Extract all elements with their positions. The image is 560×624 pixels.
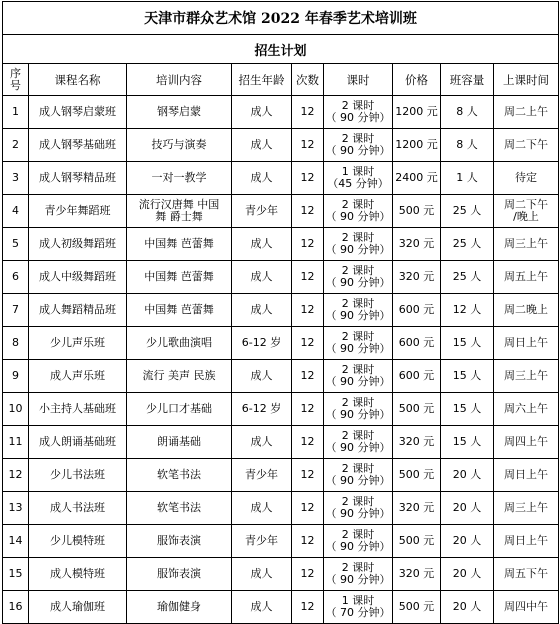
row-content: 钢琴启蒙 <box>127 96 232 129</box>
table-row <box>3 294 559 327</box>
table-row <box>3 393 559 426</box>
row-schedule: 周六上午 <box>494 393 559 426</box>
row-hours: 2 课时 （ 90 分钟） <box>324 294 393 327</box>
row-capacity: 1 人 <box>441 162 494 195</box>
header-hours: 课时 <box>324 64 393 96</box>
row-price: 600 元 <box>393 327 441 360</box>
row-index: 12 <box>3 459 29 492</box>
row-course-name: 成人朗诵基础班 <box>29 426 127 459</box>
row-age: 成人 <box>232 261 292 294</box>
row-content: 少儿口才基础 <box>127 393 232 426</box>
row-price: 500 元 <box>393 591 441 624</box>
table-body <box>3 96 559 624</box>
row-age: 成人 <box>232 492 292 525</box>
row-sessions: 12 <box>292 459 324 492</box>
row-capacity: 15 人 <box>441 327 494 360</box>
row-sessions: 12 <box>292 96 324 129</box>
header-price: 价格 <box>393 64 441 96</box>
row-schedule: 周三上午 <box>494 360 559 393</box>
row-hours: 1 课时 （45 分钟） <box>324 162 393 195</box>
row-index: 2 <box>3 129 29 162</box>
row-price: 1200 元 <box>393 96 441 129</box>
row-index: 8 <box>3 327 29 360</box>
row-price: 320 元 <box>393 228 441 261</box>
row-capacity: 25 人 <box>441 195 494 228</box>
row-schedule: 周二下午 <box>494 129 559 162</box>
row-hours: 2 课时 （ 90 分钟） <box>324 525 393 558</box>
row-course-name: 成人声乐班 <box>29 360 127 393</box>
row-capacity: 20 人 <box>441 459 494 492</box>
table-row <box>3 327 559 360</box>
row-sessions: 12 <box>292 195 324 228</box>
row-index: 1 <box>3 96 29 129</box>
row-index: 6 <box>3 261 29 294</box>
row-price: 600 元 <box>393 294 441 327</box>
row-sessions: 12 <box>292 228 324 261</box>
row-schedule: 周日上午 <box>494 459 559 492</box>
header-sessions: 次数 <box>292 64 324 96</box>
table-row <box>3 558 559 591</box>
header-index: 序 号 <box>3 64 29 96</box>
row-content: 朗诵基础 <box>127 426 232 459</box>
row-capacity: 20 人 <box>441 558 494 591</box>
row-capacity: 8 人 <box>441 129 494 162</box>
row-hours: 1 课时 （ 70 分钟） <box>324 591 393 624</box>
enrollment-table <box>2 1 559 624</box>
row-index: 16 <box>3 591 29 624</box>
table-header-row <box>3 64 559 96</box>
row-course-name: 成人瑜伽班 <box>29 591 127 624</box>
row-age: 成人 <box>232 96 292 129</box>
row-sessions: 12 <box>292 393 324 426</box>
row-course-name: 成人钢琴基础班 <box>29 129 127 162</box>
row-course-name: 成人中级舞蹈班 <box>29 261 127 294</box>
row-index: 4 <box>3 195 29 228</box>
row-age: 成人 <box>232 129 292 162</box>
row-price: 500 元 <box>393 393 441 426</box>
row-course-name: 少儿模特班 <box>29 525 127 558</box>
row-sessions: 12 <box>292 294 324 327</box>
row-hours: 2 课时 （ 90 分钟） <box>324 195 393 228</box>
table-row <box>3 228 559 261</box>
row-price: 500 元 <box>393 195 441 228</box>
row-price: 320 元 <box>393 261 441 294</box>
document-subtitle: 招生计划 <box>3 35 559 64</box>
row-course-name: 成人舞蹈精品班 <box>29 294 127 327</box>
row-hours: 2 课时 （ 90 分钟） <box>324 492 393 525</box>
row-schedule: 周二上午 <box>494 96 559 129</box>
row-price: 500 元 <box>393 525 441 558</box>
row-hours: 2 课时 （ 90 分钟） <box>324 360 393 393</box>
row-age: 成人 <box>232 294 292 327</box>
row-capacity: 15 人 <box>441 393 494 426</box>
row-schedule: 周二下午 /晚上 <box>494 195 559 228</box>
row-hours: 2 课时 （ 90 分钟） <box>324 228 393 261</box>
row-age: 青少年 <box>232 459 292 492</box>
row-age: 青少年 <box>232 525 292 558</box>
table-row <box>3 459 559 492</box>
row-price: 500 元 <box>393 459 441 492</box>
header-age: 招生年龄 <box>232 64 292 96</box>
row-content: 技巧与演奏 <box>127 129 232 162</box>
row-sessions: 12 <box>292 426 324 459</box>
row-capacity: 8 人 <box>441 96 494 129</box>
row-course-name: 少儿书法班 <box>29 459 127 492</box>
row-schedule: 周五上午 <box>494 261 559 294</box>
row-age: 6-12 岁 <box>232 327 292 360</box>
row-hours: 2 课时 （ 90 分钟） <box>324 129 393 162</box>
row-sessions: 12 <box>292 129 324 162</box>
row-index: 5 <box>3 228 29 261</box>
enrollment-sheet <box>2 1 558 624</box>
header-course-name: 课程名称 <box>29 64 127 96</box>
row-schedule: 待定 <box>494 162 559 195</box>
row-capacity: 20 人 <box>441 591 494 624</box>
row-hours: 2 课时 （ 90 分钟） <box>324 558 393 591</box>
row-content: 服饰表演 <box>127 558 232 591</box>
row-course-name: 青少年舞蹈班 <box>29 195 127 228</box>
row-index: 11 <box>3 426 29 459</box>
table-row <box>3 195 559 228</box>
row-course-name: 成人钢琴精品班 <box>29 162 127 195</box>
row-schedule: 周三上午 <box>494 228 559 261</box>
row-schedule: 周二晚上 <box>494 294 559 327</box>
row-content: 软笔书法 <box>127 459 232 492</box>
row-price: 320 元 <box>393 558 441 591</box>
row-sessions: 12 <box>292 360 324 393</box>
row-sessions: 12 <box>292 558 324 591</box>
row-course-name: 成人钢琴启蒙班 <box>29 96 127 129</box>
row-hours: 2 课时 （ 90 分钟） <box>324 96 393 129</box>
row-hours: 2 课时 （ 90 分钟） <box>324 426 393 459</box>
row-age: 成人 <box>232 162 292 195</box>
row-age: 成人 <box>232 426 292 459</box>
table-row <box>3 261 559 294</box>
row-age: 6-12 岁 <box>232 393 292 426</box>
row-content: 流行 美声 民族 <box>127 360 232 393</box>
row-content: 中国舞 芭蕾舞 <box>127 294 232 327</box>
row-capacity: 20 人 <box>441 492 494 525</box>
row-schedule: 周日上午 <box>494 327 559 360</box>
row-capacity: 15 人 <box>441 426 494 459</box>
row-course-name: 成人模特班 <box>29 558 127 591</box>
row-content: 服饰表演 <box>127 525 232 558</box>
header-content: 培训内容 <box>127 64 232 96</box>
row-sessions: 12 <box>292 261 324 294</box>
row-index: 9 <box>3 360 29 393</box>
row-hours: 2 课时 （ 90 分钟） <box>324 261 393 294</box>
row-age: 成人 <box>232 591 292 624</box>
row-content: 一对一教学 <box>127 162 232 195</box>
row-capacity: 15 人 <box>441 360 494 393</box>
row-course-name: 成人初级舞蹈班 <box>29 228 127 261</box>
table-row <box>3 360 559 393</box>
row-capacity: 20 人 <box>441 525 494 558</box>
row-schedule: 周四中午 <box>494 591 559 624</box>
row-capacity: 25 人 <box>441 228 494 261</box>
row-schedule: 周四上午 <box>494 426 559 459</box>
row-sessions: 12 <box>292 327 324 360</box>
row-sessions: 12 <box>292 162 324 195</box>
document-title: 天津市群众艺术馆 2022 年春季艺术培训班 <box>3 2 559 35</box>
row-index: 13 <box>3 492 29 525</box>
row-hours: 2 课时 （ 90 分钟） <box>324 327 393 360</box>
row-price: 600 元 <box>393 360 441 393</box>
row-capacity: 25 人 <box>441 261 494 294</box>
table-row <box>3 96 559 129</box>
row-age: 青少年 <box>232 195 292 228</box>
row-age: 成人 <box>232 558 292 591</box>
row-price: 320 元 <box>393 426 441 459</box>
table-row <box>3 162 559 195</box>
row-sessions: 12 <box>292 591 324 624</box>
row-content: 瑜伽健身 <box>127 591 232 624</box>
row-age: 成人 <box>232 360 292 393</box>
table-row <box>3 591 559 624</box>
row-schedule: 周三上午 <box>494 492 559 525</box>
row-capacity: 12 人 <box>441 294 494 327</box>
row-index: 15 <box>3 558 29 591</box>
row-course-name: 少儿声乐班 <box>29 327 127 360</box>
row-content: 中国舞 芭蕾舞 <box>127 261 232 294</box>
row-age: 成人 <box>232 228 292 261</box>
header-capacity: 班容量 <box>441 64 494 96</box>
row-index: 14 <box>3 525 29 558</box>
row-hours: 2 课时 （ 90 分钟） <box>324 459 393 492</box>
row-index: 10 <box>3 393 29 426</box>
row-course-name: 小主持人基础班 <box>29 393 127 426</box>
row-content: 中国舞 芭蕾舞 <box>127 228 232 261</box>
row-price: 320 元 <box>393 492 441 525</box>
row-content: 少儿歌曲演唱 <box>127 327 232 360</box>
row-index: 7 <box>3 294 29 327</box>
table-row <box>3 525 559 558</box>
table-row <box>3 129 559 162</box>
row-schedule: 周五下午 <box>494 558 559 591</box>
row-index: 3 <box>3 162 29 195</box>
table-row <box>3 492 559 525</box>
row-course-name: 成人书法班 <box>29 492 127 525</box>
row-content: 软笔书法 <box>127 492 232 525</box>
row-schedule: 周日上午 <box>494 525 559 558</box>
row-price: 2400 元 <box>393 162 441 195</box>
table-row <box>3 426 559 459</box>
row-price: 1200 元 <box>393 129 441 162</box>
row-sessions: 12 <box>292 492 324 525</box>
row-hours: 2 课时 （ 90 分钟） <box>324 393 393 426</box>
header-schedule: 上课时间 <box>494 64 559 96</box>
row-content: 流行汉唐舞 中国 舞 爵士舞 <box>127 195 232 228</box>
row-sessions: 12 <box>292 525 324 558</box>
